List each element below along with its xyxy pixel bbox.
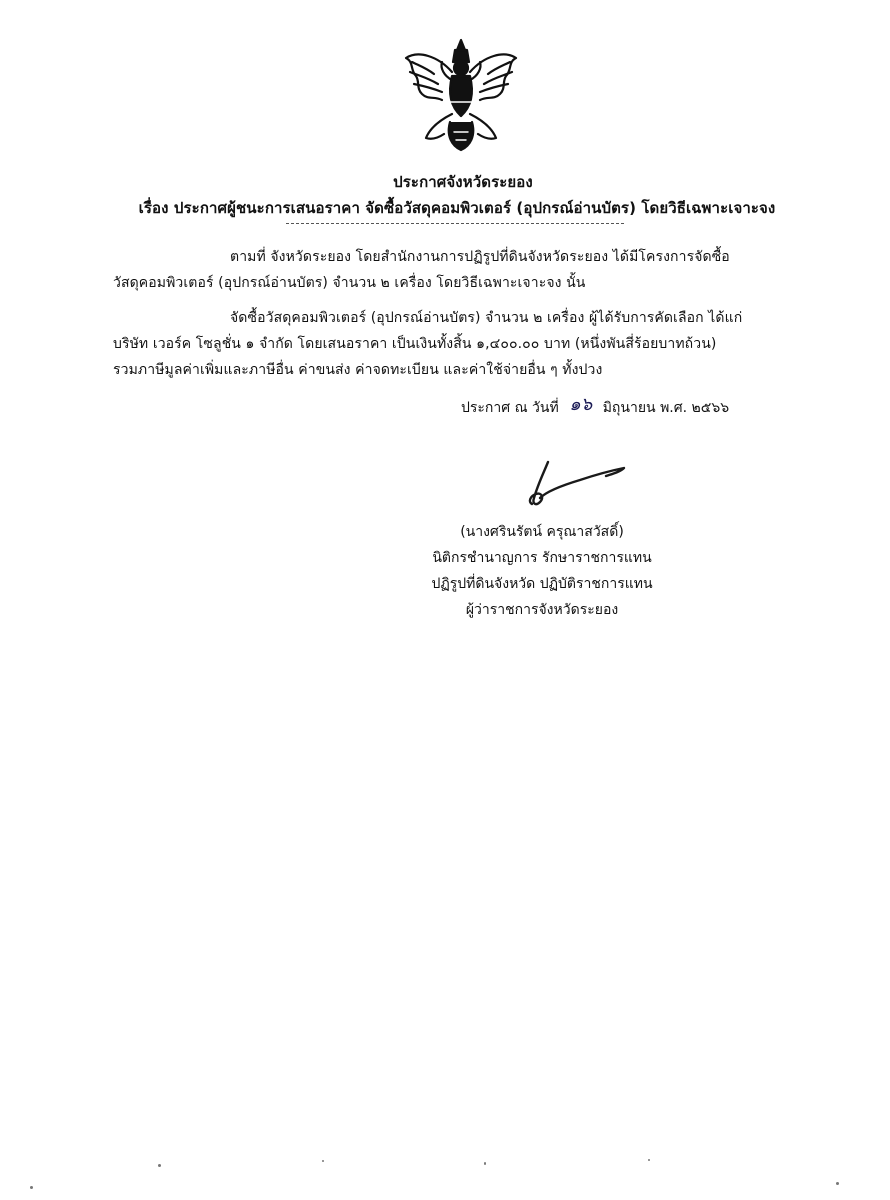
garuda-emblem-icon	[400, 36, 522, 154]
scan-speck	[158, 1164, 161, 1167]
announcement-date	[461, 391, 729, 420]
signatory-position-2: ปฏิรูปที่ดินจังหวัด ปฏิบัติราชการแทน	[431, 576, 653, 592]
date-prefix: ประกาศ ณ วันที่	[461, 400, 559, 416]
handwritten-signature-icon	[520, 458, 630, 512]
paragraph-2-line-3: รวมภาษีมูลค่าเพิ่มและภาษีอื่น ค่าขนส่ง ค่าจดทะเบียน และค่าใช้จ่ายอื่น ๆ ทั้งปวง	[113, 362, 603, 378]
header-divider	[286, 223, 624, 224]
date-day-handwritten: ๑๖	[569, 394, 593, 415]
scan-speck	[322, 1160, 324, 1162]
date-month-year: มิถุนายน พ.ศ. ๒๕๖๖	[602, 400, 730, 416]
paragraph-2-line-1: จัดซื้อวัสดุคอมพิวเตอร์ (อุปกรณ์อ่านบัตร) จำนวน ๒ เครื่อง ผู้ได้รับการคัดเลือก ได้แก่	[230, 310, 743, 326]
signatory-position-1: นิติกรชำนาญการ รักษาราชการแทน	[432, 550, 652, 566]
signatory-position-3: ผู้ว่าราชการจังหวัดระยอง	[465, 602, 619, 618]
scan-speck	[30, 1186, 33, 1189]
paragraph-1-line-2: วัสดุคอมพิวเตอร์ (อุปกรณ์อ่านบัตร) จำนวน ๒ เครื่อง โดยวิธีเฉพาะเจาะจง นั้น	[113, 275, 586, 291]
paragraph-2-line-2: บริษัท เวอร์ค โซลูชั่น ๑ จำกัด โดยเสนอราคา เป็นเงินทั้งสิ้น ๑,๔๐๐.๐๐ บาท (หนึ่งพันสี่ร้อยบาทถ้วน)	[113, 336, 717, 352]
signatory-name: (นางศรินรัตน์ ครุณาสวัสดิ์)	[460, 524, 624, 540]
paragraph-1-line-1: ตามที่ จังหวัดระยอง โดยสำนักงานการปฏิรูปที่ดินจังหวัดระยอง ได้มีโครงการจัดซื้อ	[230, 249, 730, 265]
scan-speck	[648, 1159, 650, 1161]
document-title: ประกาศจังหวัดระยอง	[393, 173, 533, 191]
document-subject: เรื่อง ประกาศผู้ชนะการเสนอราคา จัดซื้อวัสดุคอมพิวเตอร์ (อุปกรณ์อ่านบัตร) โดยวิธีเฉพาะเจาะจง	[138, 199, 776, 217]
scan-speck	[836, 1182, 839, 1185]
scan-speck	[484, 1162, 486, 1165]
